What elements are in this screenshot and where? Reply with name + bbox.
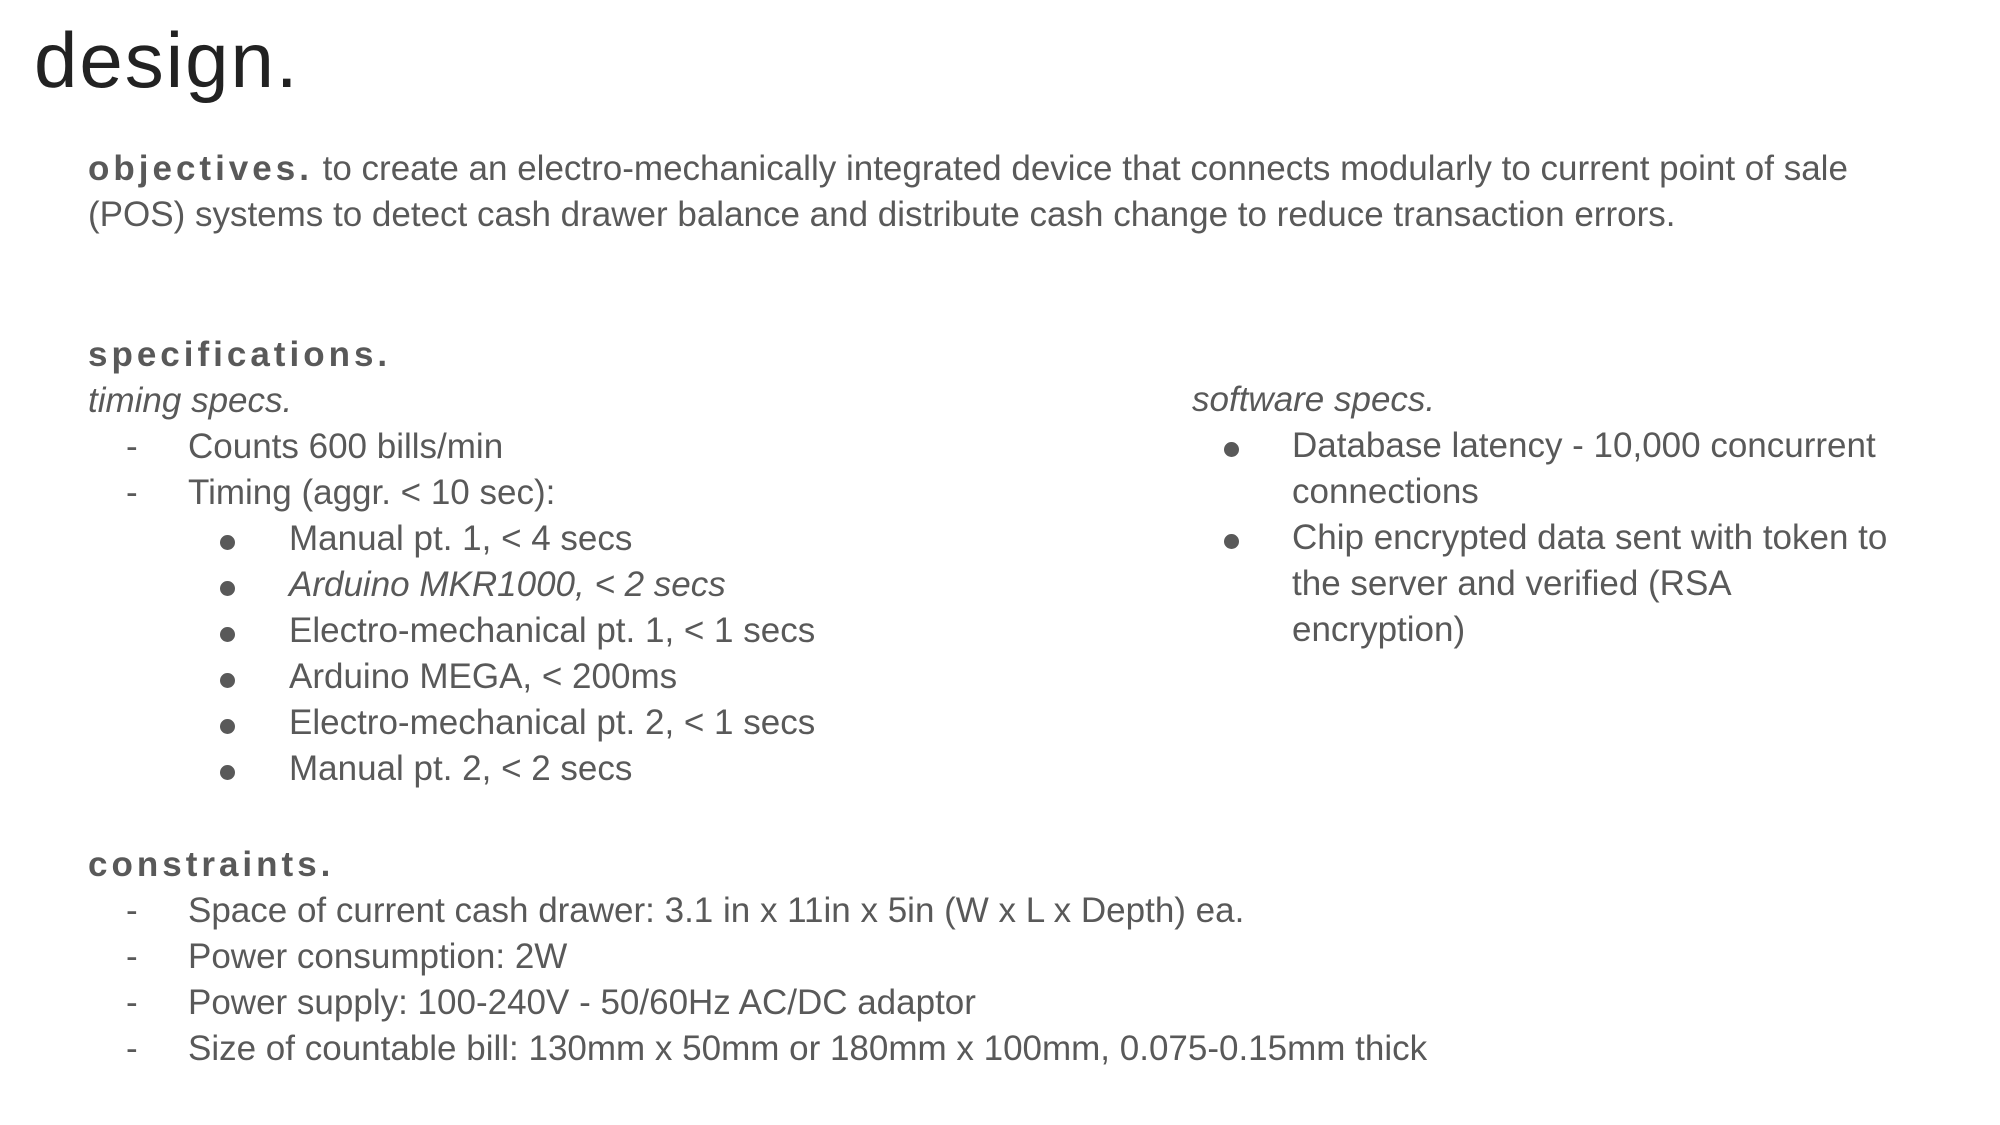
list-item-text: Arduino MEGA, < 200ms [289,657,678,696]
bullet-icon [1224,534,1239,549]
list-item [88,470,1088,516]
list-item [88,934,1888,980]
list-item [88,888,1888,934]
list-item [88,654,1088,700]
list-item-text: Size of countable bill: 130mm x 50mm or 180mm x 100mm, 0.075-0.15mm thick [188,1029,1428,1068]
list-item [88,700,1088,746]
dash-marker: - [126,473,138,512]
list-item-text: Electro-mechanical pt. 2, < 1 secs [289,703,816,742]
list-item [1192,515,1912,653]
bullet-icon [1224,442,1239,457]
list-item [1192,423,1912,515]
bullet-icon [220,627,235,642]
timing-list [88,424,1088,792]
software-specs-heading: software specs. [1192,380,1436,419]
bullet-icon [220,581,235,596]
list-item-text: Arduino MKR1000, < 2 secs [289,565,726,604]
dash-marker: - [126,937,138,976]
list-item-text: Power supply: 100-240V - 50/60Hz AC/DC adaptor [188,983,976,1022]
timing-specs-heading: timing specs. [88,381,293,420]
constraints-heading: constraints. [88,845,335,884]
objectives-label: objectives. [88,149,313,188]
objectives-text: to create an electro-mechanically integrated device that connects modularly to current point of sale (POS) systems to detect cash drawer balance and distribute cash change to reduce transaction errors. [88,149,1848,234]
bullet-icon [220,765,235,780]
constraints-list [88,888,1888,1072]
timing-specs-section [88,378,1088,792]
slide-title: design. [34,16,300,104]
list-item-text: Counts 600 bills/min [188,427,504,466]
list-item [88,608,1088,654]
software-specs-section [1192,377,1912,653]
list-item-text: Electro-mechanical pt. 1, < 1 secs [289,611,816,650]
bullet-icon [220,719,235,734]
list-item [88,980,1888,1026]
dash-marker: - [126,891,138,930]
bullet-icon [220,535,235,550]
bullet-icon [220,673,235,688]
list-item [88,562,1088,608]
dash-marker: - [126,1029,138,1068]
software-list [1192,423,1912,653]
dash-marker: - [126,983,138,1022]
list-item-text: Power consumption: 2W [188,937,568,976]
list-item-text: Space of current cash drawer: 3.1 in x 11in x 5in (W x L x Depth) ea. [188,891,1245,930]
list-item-text: Chip encrypted data sent with token to the server and verified (RSA encryption) [1292,518,1888,649]
objectives-paragraph [88,146,1928,238]
list-item-text: Manual pt. 2, < 2 secs [289,749,633,788]
list-item-text: Manual pt. 1, < 4 secs [289,519,633,558]
list-item-text: Database latency - 10,000 concurrent connections [1292,426,1876,511]
list-item-text: Timing (aggr. < 10 sec): [188,473,556,512]
list-item [88,746,1088,792]
list-item [88,424,1088,470]
list-item [88,516,1088,562]
specifications-heading: specifications. [88,335,392,374]
dash-marker: - [126,427,138,466]
list-item [88,1026,1888,1072]
